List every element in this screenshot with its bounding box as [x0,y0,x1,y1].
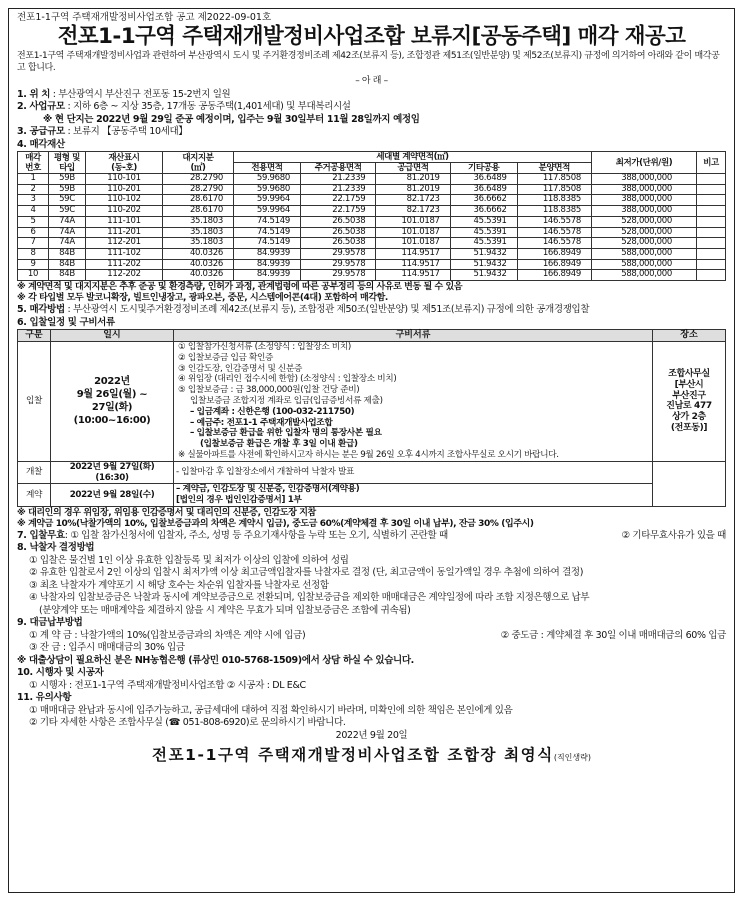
place-line: (전포동)] [670,423,708,433]
unit-cell: 111-201 [86,227,163,238]
remark-cell [697,238,726,249]
land-share-cell: 40.0326 [163,270,234,281]
other-common-cell: 51.9432 [450,248,517,259]
type-cell: 59C [49,195,86,206]
min-price-cell: 388,000,000 [592,174,697,185]
other-common-cell: 51.9432 [450,259,517,270]
table-row [18,259,726,270]
section-payment [17,617,726,630]
intro-text: 전포1-1구역 주택재개발정비사업과 관련하여 부산광역시 도시 및 주거환경정비조례 제42조(보류지 등), 조합정관 제51조(일반분양) 및 제52조(보류지) 규정에 의거하여 아래와 같이 매각공고 합니다. [17,51,720,73]
exclusive-area-cell: 84.9939 [234,270,301,281]
min-price-cell: 588,000,000 [592,270,697,281]
common-area-cell: 26.5038 [300,238,375,249]
section-label: 9. 대금납부방법 [17,617,83,629]
remark-cell [697,174,726,185]
sale-no-cell: 8 [18,248,49,259]
sale-area-cell: 117.8508 [517,174,591,185]
type-cell: 59B [49,184,86,195]
operator-text: ① 시행자 : 전포1-1구역 주택재개발정비사업조합 ② 시공자 : DL E&C [29,679,306,691]
sale-no-cell: 4 [18,206,49,217]
other-common-cell: 36.6489 [450,174,517,185]
section-label: 6. 입찰일정 및 구비서류 [17,316,115,328]
doc-item: ⑤ 입찰보증금 : 금 38,000,000원(입찰 건당 준비) [178,385,360,396]
sale-area-cell: 146.5578 [517,238,591,249]
supply-area-cell: 114.9517 [376,270,450,281]
land-share-cell: 35.1803 [163,216,234,227]
doc-item: – 입찰보증금 환급을 위한 입찰자 명의 통장사본 필요 [190,428,382,439]
doc-item: ④ 위임장 (대리인 접수시에 한함) (소정양식 : 입찰장소 비치) [178,374,397,385]
schedule-table [17,329,726,507]
sale-no-cell: 9 [18,259,49,270]
doc-item: ① 입찰참가신청서류 (소정양식 : 입찰장소 비치) [178,342,351,353]
bid-date-line: 2022년 [94,376,130,388]
section-winner [17,542,726,555]
common-area-cell: 21.2339 [300,174,375,185]
remark-cell [697,184,726,195]
doc-item: ② 입찰보증금 입금 확인증 [178,352,274,363]
other-common-cell: 51.9432 [450,270,517,281]
sale-area-cell: 146.5578 [517,216,591,227]
section-label: 2. 사업규모 [17,101,65,112]
place-line: 진남로 477 [666,401,712,412]
section-label: 4. 매각재산 [17,138,65,150]
exclusive-area-cell: 74.5149 [234,216,301,227]
supply-area-cell: 81.2019 [376,184,450,195]
caution-item: ② 기타 자세한 사항은 조합사무실 (☎ 051-808-6920)로 문의하시기 바랍니다. [29,717,346,729]
min-price-cell: 588,000,000 [592,259,697,270]
col-header: 구비서류 [174,330,653,342]
col-header: 재산표시 (동-호) [86,152,163,174]
bank-account: – 입금계좌 : 신한은행 (100-032-211750) [190,406,355,417]
type-cell: 84B [49,248,86,259]
open-docs: - 입찰마감 후 입찰장소에서 개찰하여 낙찰자 발표 [174,461,653,484]
sale-no-cell: 6 [18,227,49,238]
contract-doc-line: – 계약금, 인감도장 및 신분증, 인감증명서(계약용) [176,484,360,495]
other-common-cell: 36.6662 [450,195,517,206]
land-share-cell: 40.0326 [163,259,234,270]
table-note: ※ 계약면적 및 대지지분은 추후 준공 및 환경측량, 인허가 과정, 관계법령에 따른 공부정리 등의 사유로 변동 될 수 있음 [17,282,463,293]
exclusive-area-cell: 84.9939 [234,259,301,270]
land-share-cell: 35.1803 [163,238,234,249]
sale-no-cell: 3 [18,195,49,206]
other-common-cell: 45.5391 [450,238,517,249]
common-area-cell: 22.1759 [300,206,375,217]
section-method [17,304,726,317]
open-date [51,461,174,484]
section-location [17,89,726,102]
other-common-cell: 45.5391 [450,227,517,238]
type-cell: 84B [49,270,86,281]
col-header: 공급면적 [376,163,450,174]
table-note: ※ 각 타입별 모두 발코니확장, 빌트인냉장고, 광파오븐, 중문, 시스템에어콘(4대) 포함하여 매각함. [17,293,388,304]
section-label: 11. 유의사항 [17,692,72,704]
table-row [18,270,726,281]
common-area-cell: 29.9578 [300,248,375,259]
payment-item: ③ 잔 금 : 입주시 매매대금의 30% 입금 [29,642,185,654]
other-common-cell: 45.5391 [450,216,517,227]
payment-item: ② 중도금 : 계약체결 후 30일 이내 매매대금의 60% 입금 [500,629,726,641]
col-header: 매각 번호 [18,152,49,174]
page-title: 전포1-1구역 주택재개발정비사업조합 보류지[공동주택] 매각 재공고 [57,24,686,49]
bid-place [653,342,726,462]
table-row [18,195,726,206]
min-price-cell: 388,000,000 [592,184,697,195]
col-header: 구분 [18,330,51,342]
exclusive-area-cell: 84.9939 [234,248,301,259]
row-label: 개찰 [18,461,51,484]
assets-table-body [18,174,726,281]
land-share-cell: 35.1803 [163,227,234,238]
section-schedule [17,317,726,330]
section-label: 8. 낙찰자 결정방법 [17,542,95,554]
sale-area-cell: 166.8949 [517,248,591,259]
common-area-cell: 22.1759 [300,195,375,206]
sale-area-cell: 118.8385 [517,206,591,217]
min-price-cell: 388,000,000 [592,206,697,217]
exclusive-area-cell: 74.5149 [234,227,301,238]
payment-row [17,630,726,643]
place-line: 조합사무실 [668,369,710,380]
section-note [17,114,726,127]
col-header: 비고 [697,152,726,174]
seal-note: (직인생략) [553,753,591,763]
remark-cell [697,216,726,227]
min-price-cell: 528,000,000 [592,216,697,227]
section-text: : ① 입찰 참가신청서에 입찰자, 주소, 성명 등 주요기재사항을 누락 또는 오기, 식별하기 곤란할 때 [64,529,448,541]
exclusive-area-cell: 59.9680 [234,174,301,185]
supply-area-cell: 101.0187 [376,238,450,249]
signature [17,743,726,765]
section-label: 7. 입찰무효 [17,529,65,541]
table-row [18,484,726,507]
notice-date: 2022년 9월 20일 [335,729,408,741]
sale-no-cell: 5 [18,216,49,227]
common-area-cell: 21.2339 [300,184,375,195]
sale-area-cell: 146.5578 [517,227,591,238]
table-row [18,184,726,195]
supply-area-cell: 114.9517 [376,248,450,259]
exclusive-area-cell: 59.9964 [234,206,301,217]
doc-item: 입찰보증금 조합지정 계좌로 입금(입금증빙서류 제출) [190,396,383,407]
unit-cell: 112-201 [86,238,163,249]
winner-rule: ① 입찰은 물건별 1인 이상 유효한 입찰등록 및 최저가 이상의 입찰에 의하여 성립 [29,554,349,566]
remark-cell [697,259,726,270]
contract-date: 2022년 9월 28일(수) [51,484,174,507]
winner-rule: ② 유효한 입찰로서 2인 이상의 입찰시 최저가액 이상 최고금액입찰자를 낙찰자로 결정 (단, 최고금액이 동일가액일 경우 추첨에 의하여 결정) [29,567,584,579]
table-row [18,227,726,238]
sale-no-cell: 10 [18,270,49,281]
section-label: 10. 시행자 및 시공자 [17,667,104,679]
type-cell: 84B [49,259,86,270]
place-line: 부산진구 [672,390,706,401]
exclusive-area-cell: 59.9680 [234,184,301,195]
col-header: 일시 [51,330,174,342]
col-header: 기타공용 [450,163,517,174]
completion-note: ※ 현 단지는 2022년 9월 29일 준공 예정이며, 입주는 9월 30일부터 11월 28일까지 예정임 [43,113,420,125]
open-date-line: (16:30) [95,472,129,483]
notice-number: 전포1-1구역 주택재개발정비사업조합 공고 제2022-09-01호 [17,12,272,23]
notice-page [8,8,735,893]
sale-no-cell: 7 [18,238,49,249]
col-header: 대지지분 (㎡) [163,152,234,174]
section-caution [17,692,726,705]
sale-no-cell: 1 [18,174,49,185]
section-label: 3. 공급규모 [17,126,65,137]
supply-area-cell: 101.0187 [376,216,450,227]
doc-item: ③ 인감도장, 인감증명서 및 신분증 [178,363,303,374]
bid-docs [174,342,653,462]
type-cell: 59C [49,206,86,217]
col-header: 장소 [653,330,726,342]
contract-doc-line: [법인의 경우 법인인감증명서] 1부 [176,495,302,506]
type-cell: 74A [49,238,86,249]
supply-area-cell: 82.1723 [376,206,450,217]
section-supply [17,126,726,139]
table-row [18,342,726,462]
empty-cell [653,461,726,506]
common-area-cell: 29.9578 [300,270,375,281]
col-header: 분양면적 [517,163,591,174]
remark-cell [697,206,726,217]
below-heading: – 아 래 – [355,76,388,86]
payment-item: ① 계 약 금 : 낙찰가액의 10%(입찰보증금과의 차액은 계약 시에 입금) [29,629,306,641]
sale-area-cell: 118.8385 [517,195,591,206]
place-line: [부산시 [674,379,704,390]
col-header: 주거공용면적 [300,163,375,174]
unit-cell: 110-101 [86,174,163,185]
schedule-note: ※ 대리인의 경우 위임장, 위임용 인감증명서 및 대리인의 신분증, 인감도장 지참 [17,507,316,518]
supply-area-cell: 81.2019 [376,174,450,185]
common-area-cell: 29.9578 [300,259,375,270]
unit-cell: 110-201 [86,184,163,195]
col-header: 세대별 계약면적(㎡) [234,152,592,163]
common-area-cell: 26.5038 [300,227,375,238]
land-share-cell: 28.2790 [163,174,234,185]
type-cell: 59B [49,174,86,185]
loan-note: ※ 대출상담이 필요하신 분은 NH농협은행 (류상민 010-5768-1509)에서 상담 하실 수 있습니다. [17,654,414,666]
min-price-cell: 588,000,000 [592,248,697,259]
supply-area-cell: 82.1723 [376,195,450,206]
section-assets [17,139,726,152]
section-text: : 부산광역시 도시및주거환경정비조례 제42조(보류지 등), 조합정관 제50조(일반분양) 및 제51조(보류지) 규정에 의한 공개경쟁입찰 [67,304,590,316]
remark-cell [697,248,726,259]
doc-note: ※ 실물아파트를 사전에 확인하시고자 하시는 분은 9월 26일 오후 4시까지 조합사무실로 오시기 바랍니다. [178,450,559,460]
bid-date-line: (10:00~16:00) [73,415,151,427]
col-header: 최저가(단위/원) [592,152,697,174]
table-row [18,216,726,227]
sale-area-cell: 117.8508 [517,184,591,195]
table-row [18,206,726,217]
unit-cell: 110-102 [86,195,163,206]
section-text: : 지하 6층 ~ 지상 35층, 17개동 공동주택(1,401세대) 및 부대복리시설 [67,101,351,112]
land-share-cell: 28.2790 [163,184,234,195]
type-cell: 74A [49,216,86,227]
land-share-cell: 28.6170 [163,195,234,206]
unit-cell: 111-102 [86,248,163,259]
caution-item: ① 매매대금 완납과 동시에 입주가능하고, 공급세대에 대하여 직접 확인하시기 바라며, 미확인에 의한 책임은 본인에게 있음 [29,704,513,716]
unit-cell: 111-101 [86,216,163,227]
supply-area-cell: 114.9517 [376,259,450,270]
winner-rule: ③ 최초 낙찰자가 계약포기 시 해당 호수는 차순위 입찰자를 낙찰자로 선정함 [29,579,329,591]
winner-rule: ④ 낙찰자의 입찰보증금은 낙찰과 동시에 계약보증금으로 전환되며, 입찰보증금을 제외한 매매대금은 계약일정에 따라 조합 지정은행으로 납부 [29,592,590,604]
min-price-cell: 388,000,000 [592,195,697,206]
land-share-cell: 40.0326 [163,248,234,259]
schedule-note: ※ 계약금 10%(낙찰가액의 10%, 입찰보증금과의 차액은 계약시 입금), 중도금 60%(계약체결 후 30일 이내 납부), 잔금 30% (입주시) [17,518,534,529]
remark-cell [697,270,726,281]
place-line: 상가 2층 [672,412,706,423]
doc-item: (입찰보증금 환급은 개찰 후 3일 이내 환급) [200,439,358,450]
remark-cell [697,195,726,206]
common-area-cell: 26.5038 [300,216,375,227]
row-label: 입찰 [18,342,51,462]
col-header: 전용면적 [234,163,301,174]
section-scale [17,101,726,114]
sale-no-cell: 2 [18,184,49,195]
section-text: : 부산광역시 부산진구 전포동 15-2번지 일원 [52,88,231,100]
section-label: 5. 매각방법 [17,304,65,316]
other-common-cell: 36.6662 [450,206,517,217]
supply-area-cell: 101.0187 [376,227,450,238]
table-row [18,238,726,249]
section-label: 1. 위 치 [17,88,51,100]
remark-cell [697,227,726,238]
section-invalid [17,530,726,543]
section-operator [17,667,726,680]
bid-date [51,342,174,462]
sale-area-cell: 166.8949 [517,259,591,270]
bid-date-line: 9월 26일(월) ~ [76,389,148,401]
assets-table [17,151,726,281]
min-price-cell: 528,000,000 [592,238,697,249]
type-cell: 74A [49,227,86,238]
signature-text: 전포1-1구역 주택재개발정비사업조합 조합장 최영식 [152,746,554,765]
row-label: 계약 [18,484,51,507]
open-date-line: 2022년 9월 27일(화) [69,461,155,472]
land-share-cell: 28.6170 [163,206,234,217]
unit-cell: 111-202 [86,259,163,270]
sale-area-cell: 166.8949 [517,270,591,281]
bid-date-line: 27일(화) [91,402,133,414]
exclusive-area-cell: 74.5149 [234,238,301,249]
min-price-cell: 528,000,000 [592,227,697,238]
section-text: : 보류지 【공동주택 10세대】 [67,126,188,137]
winner-rule: (분양계약 또는 매매계약을 체결하지 않을 시 계약은 무효가 되며 입찰보증금은 조합에 귀속됨) [39,604,411,616]
col-header: 평형 및 타입 [49,152,86,174]
section-text: ② 기타무효사유가 있을 때 [621,529,726,541]
table-row [18,174,726,185]
unit-cell: 112-202 [86,270,163,281]
contract-docs [174,484,653,507]
table-row [18,248,726,259]
unit-cell: 110-202 [86,206,163,217]
account-holder: – 예금주: 전포1-1 주택재개발사업조합 [190,417,333,428]
table-row [18,461,726,484]
other-common-cell: 36.6489 [450,184,517,195]
exclusive-area-cell: 59.9964 [234,195,301,206]
